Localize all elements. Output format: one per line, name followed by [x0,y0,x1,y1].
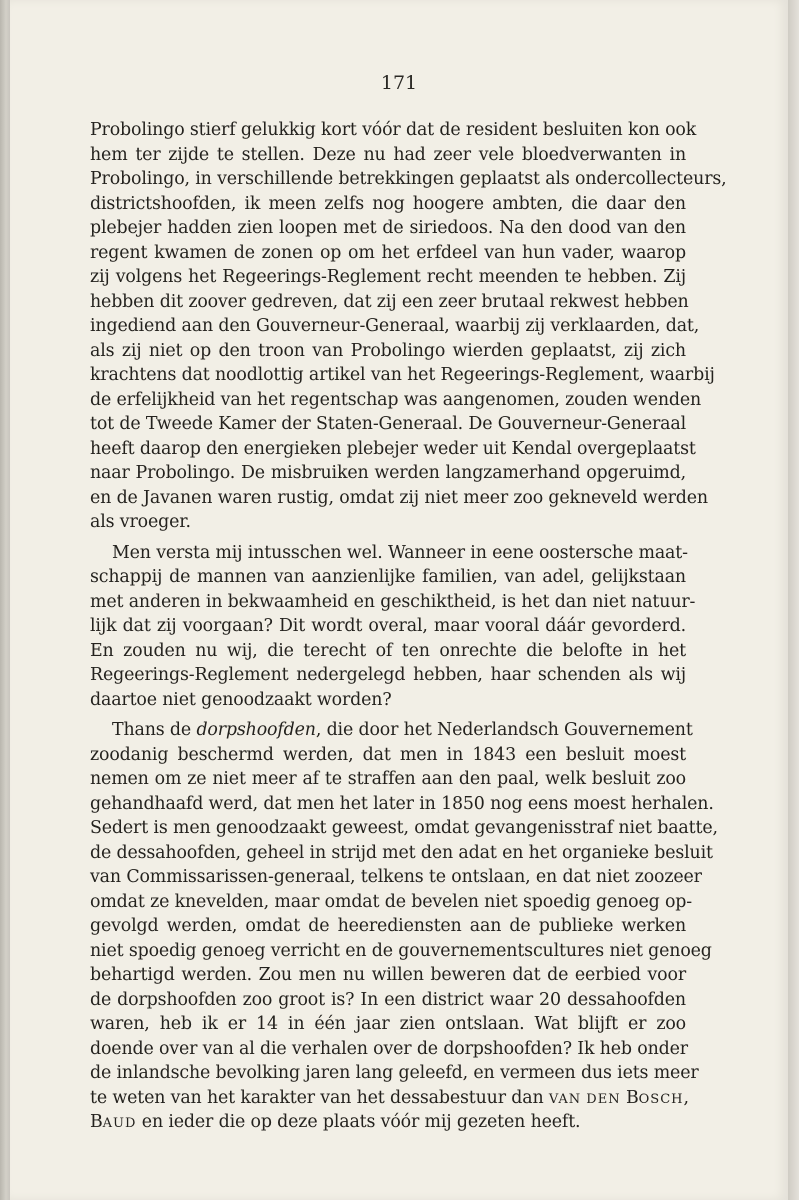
text-line: als zij niet op den troon van Probolingo wierden geplaatst, zij zich [90,340,686,361]
text-line [90,1086,689,1111]
text-line: zij volgens het Regeerings-Reglement recht meenden te hebben. Zij [90,267,686,287]
text-line: behartigd werden. Zou men nu willen beweren dat de eerbied voor [90,965,686,985]
text-line: de dorpshoofden zoo groot is? In een district waar 20 dessahoofden [90,989,686,1010]
text-line: met anderen in bekwaamheid en geschiktheid, is het dan niet natuur- [90,591,696,612]
small-caps-name: AUD [102,1116,137,1131]
text-line: de erfelijkheid van het regentschap was aangenomen, zouden wenden [90,389,702,410]
small-caps-name: VAN DEN [548,1091,621,1107]
text-line: heeft daarop den energieken plebejer weder uit Kendal overgeplaatst [90,438,696,459]
text-run: te weten van het karakter van het dessabestuur dan [90,1087,549,1108]
page-number: 171 [380,72,418,94]
text-line: gevolgd werden, omdat de heerediensten aan de publieke werken [90,916,686,936]
page-edge [788,0,799,1200]
text-line: naar Probolingo. De misbruiken werden langzamerhand opgeruimd, [90,463,686,483]
italic-term: dorpshoofden [196,720,316,740]
text-line: Sedert is men genoodzaakt geweest, omdat gevangenisstraf niet baatte, [90,818,718,838]
text-line [90,718,693,743]
text-line: regent kwamen de zonen op om het erfdeel van hun vader, waarop [90,242,686,263]
text-run: en ieder die op deze plaats vóór mij gezeten heeft. [136,1112,581,1132]
text-line: zoodanig beschermd werden, dat men in 1843 een besluit moest [90,744,686,765]
text-line: districtshoofden, ik meen zelfs nog hoogere ambten, die daar den [90,193,686,214]
book-page [10,0,788,1200]
text-line: Regeerings-Reglement nedergelegd hebben, haar schenden als wij [90,665,686,685]
text-line: Probolingo stierf gelukkig kort vóór dat de resident besluiten kon ook [90,120,697,140]
text-line: daartoe niet genoodzaakt worden? [90,689,392,710]
text-line: doende over van al die verhalen over de dorpshoofden? Ik heb onder [90,1038,688,1059]
text-line: hem ter zijde te stellen. Deze nu had zeer vele bloedverwanten in [90,144,686,165]
page-text [90,118,727,1135]
text-run: , [683,1087,689,1108]
text-line: krachtens dat noodlottig artikel van het Regeerings-Reglement, waarbij [90,365,715,385]
text-line: schappij de mannen van aanzienlijke familien, van adel, gelijkstaan [90,567,686,587]
text-line [90,1110,686,1135]
text-line: de dessahoofden, geheel in strijd met den adat en het organieke besluit [90,842,713,863]
text-run: Thans de [112,720,197,740]
text-run: , die door het Nederlandsch Gouvernement [315,720,693,740]
name-capital: B [90,1112,103,1132]
text-line: hebben dit zoover gedreven, dat zij een zeer brutaal rekwest hebben [90,291,689,312]
text-line: en de Javanen waren rustig, omdat zij niet meer zoo gekneveld werden [90,487,708,508]
text-line: van Commissarissen-generaal, telkens te ontslaan, en dat niet zoozeer [90,867,702,887]
text-line: Probolingo, in verschillende betrekkingen geplaatst als ondercollecteurs, [90,169,727,189]
text-line: waren, heb ik er 14 in één jaar zien ontslaan. Wat blijft er zoo [90,1014,686,1034]
small-caps-name: OSCH [638,1091,684,1107]
text-line: ingediend aan den Gouverneur-Generaal, waarbij zij verklaarden, dat, [90,316,700,336]
text-line: als vroeger. [90,512,191,532]
text-line: tot de Tweede Kamer der Staten-Generaal. De Gouverneur-Generaal [90,414,687,434]
text-line: Men versta mij intusschen wel. Wanneer in eene oostersche maat- [112,542,688,563]
name-capital: B [626,1087,639,1108]
text-line: nemen om ze niet meer af te straffen aan den paal, welk besluit zoo [90,769,686,789]
text-line: niet spoedig genoeg verricht en de gouvernementscultures niet genoeg [90,940,712,961]
text-line: En zouden nu wij, die terecht of ten onrechte die belofte in het [90,640,686,661]
text-line: gehandhaafd werd, dat men het later in 1850 nog eens moest herhalen. [90,793,714,814]
text-line: de inlandsche bevolking jaren lang geleefd, en vermeen dus iets meer [90,1063,699,1083]
text-line: omdat ze knevelden, maar omdat de bevelen niet spoedig genoeg op- [90,891,692,912]
text-line: plebejer hadden zien loopen met de siriedoos. Na den dood van den [90,218,686,238]
book-binding [0,0,10,1200]
text-line: lijk dat zij voorgaan? Dit wordt overal, maar vooral dáár gevorderd. [90,616,686,636]
